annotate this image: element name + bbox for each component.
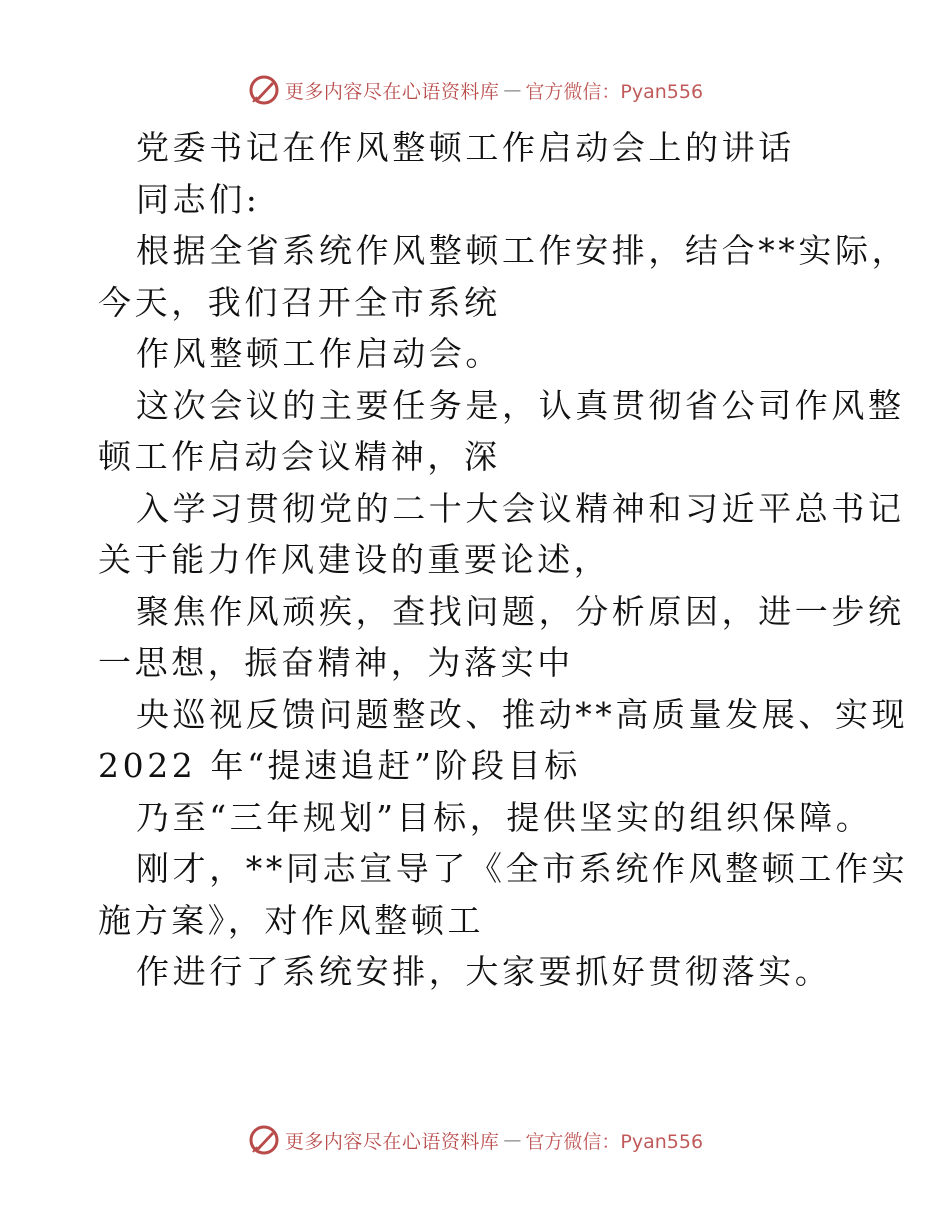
watermark-contact: 官方微信：Pyan556: [525, 1130, 704, 1153]
paragraph-line: 乃至“三年规划”目标，提供坚实的组织保障。: [136, 797, 873, 837]
paragraph-line: 作进行了系统安排，大家要抓好贯彻落实。: [136, 952, 832, 991]
watermark-text: 更多内容尽在心语资料库: [284, 1130, 500, 1153]
paragraph-line: 一思想，振奋精神，为落实中: [98, 643, 574, 682]
quill-logo-icon: [247, 73, 281, 107]
paragraph-line: 刚才，**同志宣导了《全市系统作风整顿工作实: [136, 849, 909, 888]
watermark-contact: 官方微信：Pyan556: [525, 80, 704, 103]
watermark-separator: —: [503, 1129, 522, 1151]
paragraph-line: 2022 年“提速追赶”阶段目标: [98, 746, 581, 785]
header-watermark: [0, 70, 950, 110]
document-body: [98, 122, 909, 998]
paragraph-line: 聚焦作风顽疾，查找问题，分析原因，进一步统: [136, 591, 905, 631]
paragraph-line: 根据全省系统作风整顿工作安排，结合**实际，: [136, 231, 909, 270]
paragraph-line: 入学习贯彻党的二十大会议精神和习近平总书记: [136, 488, 905, 528]
paragraph-line: 作风整顿工作启动会。: [136, 334, 502, 373]
quill-logo-icon: [247, 1123, 281, 1157]
footer-watermark: [0, 1120, 950, 1160]
paragraph-line: 央巡视反馈问题整改、推动**高质量发展、实现: [136, 694, 909, 734]
watermark-text: 更多内容尽在心语资料库: [284, 80, 500, 103]
watermark-separator: —: [503, 79, 522, 101]
document-title: 党委书记在作风整顿工作启动会上的讲话: [136, 128, 795, 167]
paragraph-line: 顿工作启动会议精神，深: [98, 437, 501, 476]
paragraph-line: 这次会议的主要任务是，认真贯彻省公司作风整: [136, 385, 905, 425]
salutation: 同志们:: [136, 179, 261, 219]
paragraph-line: 施方案》，对作风整顿工: [98, 900, 485, 940]
paragraph-line: 今天，我们召开全市系统: [98, 282, 501, 322]
paragraph-line: 关于能力作风建设的重要论述，: [98, 540, 611, 579]
